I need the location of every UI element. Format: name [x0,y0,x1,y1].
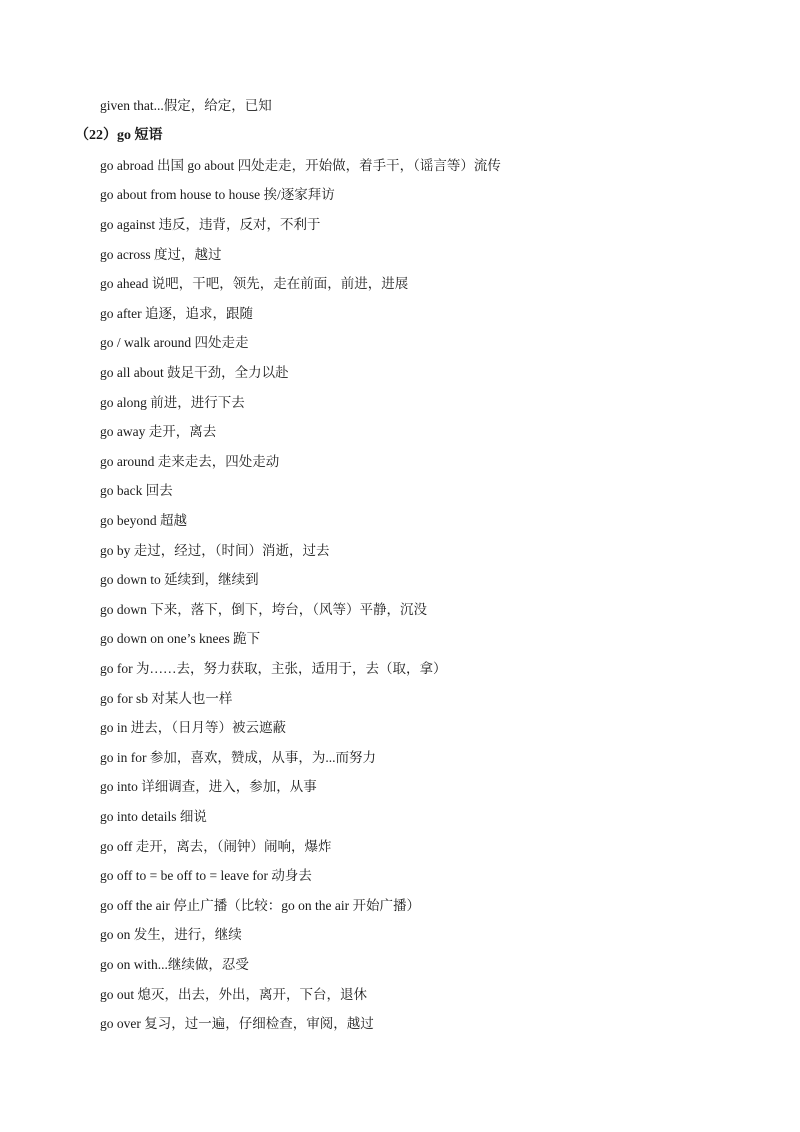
phrase-entry: go on with...继续做，忍受 [100,957,249,972]
phrase-entry: go abroad 出国 go about 四处走走，开始做，着手干，（谣言等）流传 [100,158,501,173]
phrase-entry: go for sb 对某人也一样 [100,691,233,706]
phrase-entry: go for 为……去，努力获取，主张，适用于，去（取，拿） [100,661,447,676]
section-heading: （22）go 短语 [75,128,163,143]
phrase-entry: go all about 鼓足干劲，全力以赴 [100,365,289,380]
phrase-entry: go / walk around 四处走走 [100,335,249,350]
phrase-entry: go back 回去 [100,483,173,498]
phrase-entry: go off to = be off to = leave for 动身去 [100,868,312,883]
phrase-entry: go over 复习，过一遍，仔细检查，审阅，越过 [100,1016,374,1031]
phrase-entry: go into 详细调查，进入，参加，从事 [100,779,317,794]
phrase-entry: go in for 参加，喜欢，赞成，从事，为...而努力 [100,750,376,765]
phrase-entry: go ahead 说吧，干吧，领先，走在前面，前进，进展 [100,276,409,291]
phrase-entry: go in 进去，（日月等）被云遮蔽 [100,720,287,735]
phrase-entry: go beyond 超越 [100,513,187,528]
phrase-entry: go off 走开，离去，（闹钟）闹响，爆炸 [100,839,332,854]
phrase-entry: go by 走过，经过，（时间）消逝，过去 [100,543,330,558]
phrase-entry: go out 熄灭，出去，外出，离开，下台，退休 [100,987,368,1002]
phrase-entry: go down on one’s knees 跪下 [100,631,261,646]
phrase-entry: go on 发生，进行，继续 [100,927,242,942]
phrase-entry: go around 走来走去，四处走动 [100,454,280,469]
phrase-entry: go off the air 停止广播（比较：go on the air 开始广播） [100,898,420,913]
phrase-entry: go across 度过，越过 [100,247,222,262]
phrase-entry: go down to 延续到，继续到 [100,572,259,587]
phrase-entry: go down 下来，落下，倒下，垮台，（风等）平静，沉没 [100,602,427,617]
phrase-entry: go away 走开，离去 [100,424,217,439]
phrase-entry: go into details 细说 [100,809,207,824]
phrase-entry: go after 追逐，追求，跟随 [100,306,253,321]
phrase-entry: go against 违反，违背，反对，不利于 [100,217,321,232]
phrase-entry: go about from house to house 挨/逐家拜访 [100,187,335,202]
phrase-entry: go along 前进，进行下去 [100,395,245,410]
intro-line: given that...假定，给定，已知 [100,98,272,113]
